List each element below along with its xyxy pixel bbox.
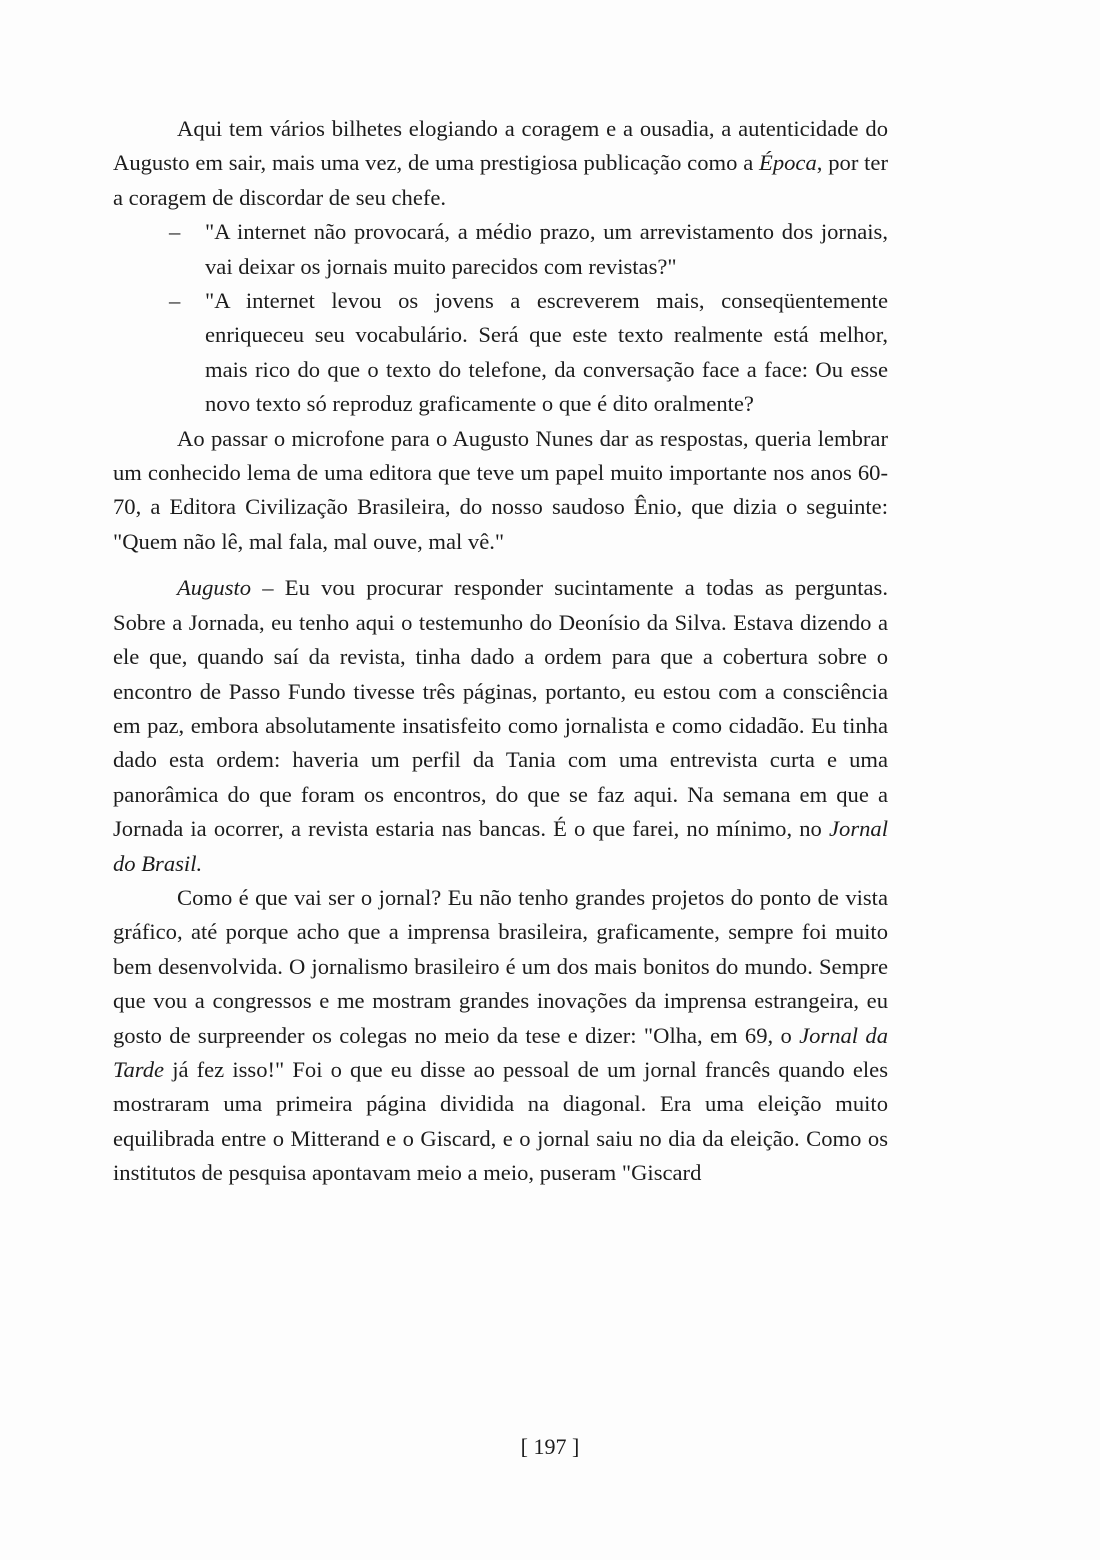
- list-item: [169, 215, 888, 284]
- italic-title: Jornal da Tarde: [113, 1022, 888, 1082]
- list-item-text: "A internet não provocará, a médio prazo, um arrevistamento dos jornais, vai deixar os jornais muito parecidos com revistas?": [205, 219, 888, 279]
- dash-bullet: –: [169, 219, 181, 245]
- paragraph: [113, 571, 888, 881]
- page-number: [ 197 ]: [520, 1434, 580, 1459]
- speaker-name: Augusto: [177, 575, 252, 601]
- paragraph: [113, 422, 888, 560]
- body-text: [113, 112, 888, 1191]
- paragraph-text: Aqui tem vários bilhetes elogiando a coragem e a ousadia, a autenticidade do Augusto em sair, mais uma vez, de uma prestigiosa publicação como a: [113, 116, 888, 176]
- paragraph-text: Como é que vai ser o jornal? Eu não tenho grandes projetos do ponto de vista gráfico, até porque acho que a imprensa brasileira, graficamente, sempre foi muito bem desenvolvida. O jornalismo brasileiro é um dos mais bonitos do mundo. Sempre que vou a congressos e me mostram grandes inovações da imprensa estrangeira, eu gosto de surpreender os colegas no meio da tese e dizer: "Olha, em 69, o: [113, 884, 888, 1048]
- paragraph-text: , por ter a coragem de discordar de seu chefe.: [113, 150, 888, 210]
- question-list: [113, 215, 888, 421]
- paragraph-text: Ao passar o microfone para o Augusto Nunes dar as respostas, queria lembrar um conhecido lema de uma editora que teve um papel muito importante nos anos 60-70, a Editora Civilização Brasileira, do nosso saudoso Ênio, que dizia o seguinte: "Quem não lê, mal fala, mal ouve, mal vê.": [113, 425, 888, 554]
- list-item-text: "A internet levou os jovens a escreverem mais, conseqüentemente enriqueceu seu vocabulário. Será que este texto realmente está melhor, mais rico do que o texto do telefone, da conversação face a face: Ou esse novo texto só reproduz graficamente o que é dito oralmente?: [205, 288, 888, 417]
- paragraph: [113, 112, 888, 215]
- italic-title: Época: [759, 150, 817, 176]
- paragraph: [113, 881, 888, 1191]
- paragraph-text: já fez isso!" Foi o que eu disse ao pessoal de um jornal francês quando eles mostraram uma primeira página dividida na diagonal. Era uma eleição muito equilibrada entre o Mitterand e o Giscard, e o jornal saiu no dia da eleição. Como os institutos de pesquisa apontavam meio a meio, puseram "Giscard: [113, 1056, 888, 1186]
- paragraph-text: – Eu vou procurar responder sucintamente a todas as perguntas. Sobre a Jornada, eu tenho aqui o testemunho do Deonísio da Silva. Estava dizendo a ele que, quando saí da revista, tinha dado a ordem para que a cobertura sobre o encontro de Passo Fundo tivesse três páginas, portanto, eu estou com a consciência em paz, embora absolutamente insatisfeito como jornalista e como cidadão. Eu tinha dado esta ordem: haveria um perfil da Tania com uma entrevista curta e uma panorâmica do que foram os encontros, do que se faz aqui. Na semana em que a Jornada ia ocorrer, a revista estaria nas bancas. É o que farei, no mínimo, no: [113, 575, 888, 842]
- list-item: [169, 284, 888, 422]
- italic-title: Jornal do Brasil.: [113, 816, 888, 876]
- dash-bullet: –: [169, 288, 181, 314]
